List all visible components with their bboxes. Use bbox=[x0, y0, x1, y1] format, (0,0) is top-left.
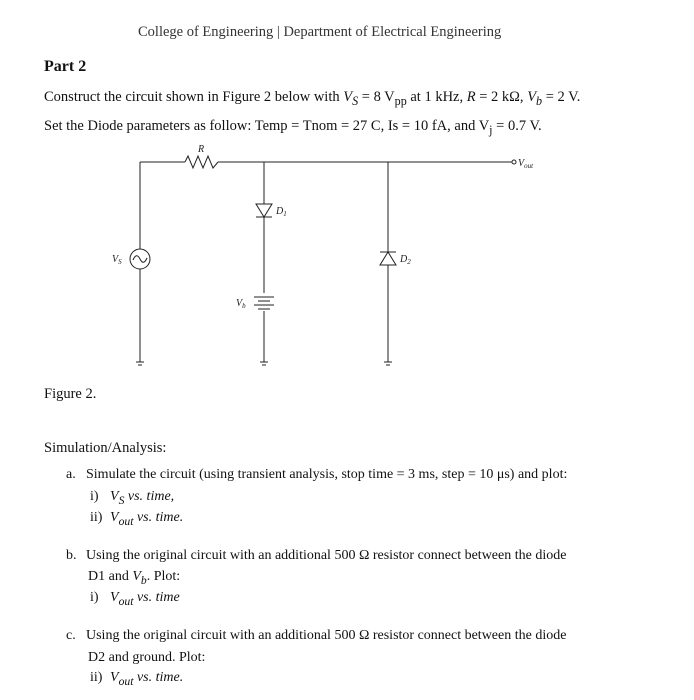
vs-label-v: V bbox=[112, 254, 119, 265]
vout-symbol: V bbox=[110, 510, 119, 525]
page-header: College of Engineering | Department of Electrical Engineering bbox=[138, 24, 502, 40]
d1-label-d: D bbox=[276, 206, 284, 217]
sub-item-text: vs. time. bbox=[133, 670, 184, 685]
intro-text: = 8 V bbox=[358, 89, 395, 105]
r-symbol: R bbox=[466, 89, 476, 105]
item-text: . Plot: bbox=[146, 569, 181, 584]
intro-text: Construct the circuit shown in Figure 2 below with bbox=[44, 89, 344, 105]
vs-subscript: S bbox=[118, 493, 125, 507]
vb-label-v: V bbox=[236, 298, 243, 309]
sub-item-text: vs. time, bbox=[124, 489, 175, 504]
item-c-line-2: D2 and ground. Plot: bbox=[88, 650, 206, 665]
item-letter: a. bbox=[66, 467, 76, 482]
intro-text: = 0.7 V. bbox=[492, 118, 542, 134]
sub-item-number: i) bbox=[90, 489, 99, 504]
vout-label-sub: out bbox=[524, 162, 534, 170]
d1-label bbox=[275, 206, 287, 218]
intro-text: = 2 V. bbox=[542, 89, 581, 105]
item-text: Simulate the circuit (using transient analysis, stop time = 3 ms, step = 10 μs) and plot: bbox=[86, 467, 568, 482]
item-text: D1 and bbox=[88, 569, 133, 584]
intro-text: = 2 kΩ, bbox=[475, 89, 528, 105]
vout-label-v: V bbox=[518, 158, 525, 169]
item-letter: b. bbox=[66, 548, 77, 563]
vb-subscript: b bbox=[140, 573, 147, 587]
d1-label-sub: 1 bbox=[283, 210, 287, 218]
intro-text: Set the Diode parameters as follow: Temp = Tnom = 27 C, Is = 10 fA, and V bbox=[44, 118, 490, 134]
vout-label bbox=[518, 158, 534, 170]
vout-subscript: out bbox=[118, 674, 134, 688]
vs-symbol: V bbox=[110, 489, 119, 504]
vout-subscript: out bbox=[118, 514, 134, 528]
vout-symbol: V bbox=[110, 670, 119, 685]
item-a-ii bbox=[90, 510, 183, 528]
vs-label-sub: S bbox=[118, 258, 122, 266]
pp-subscript: pp bbox=[394, 93, 407, 108]
item-b-line-2 bbox=[88, 569, 180, 587]
d2-label bbox=[399, 254, 411, 266]
diode-d2-icon bbox=[380, 252, 396, 265]
part-title: Part 2 bbox=[44, 58, 87, 75]
vb-label bbox=[236, 298, 246, 310]
sub-item-number: i) bbox=[90, 590, 99, 605]
sub-item-number: ii) bbox=[90, 670, 103, 685]
item-c bbox=[66, 628, 566, 644]
vb-symbol: V bbox=[527, 89, 537, 105]
d2-label-d: D bbox=[400, 254, 408, 265]
item-text: Using the original circuit with an additional 500 Ω resistor connect between the diode bbox=[86, 548, 567, 563]
item-letter: c. bbox=[66, 628, 76, 643]
item-a bbox=[66, 467, 567, 483]
vout-subscript: out bbox=[118, 594, 134, 608]
d2-label-sub: 2 bbox=[407, 258, 411, 266]
item-a-i bbox=[90, 489, 174, 507]
item-text: Using the original circuit with an additional 500 Ω resistor connect between the diode bbox=[86, 628, 567, 643]
vs-label bbox=[112, 254, 122, 266]
simulation-title: Simulation/Analysis: bbox=[44, 440, 167, 456]
figure-caption: Figure 2. bbox=[44, 386, 97, 402]
diode-d1-icon bbox=[256, 204, 272, 217]
sub-item-text: vs. time. bbox=[133, 510, 184, 525]
vs-subscript: S bbox=[352, 93, 359, 108]
sine-icon bbox=[133, 256, 147, 263]
sub-item-number: ii) bbox=[90, 510, 103, 525]
sub-item-text: vs. time bbox=[133, 590, 180, 605]
item-c-ii bbox=[90, 670, 183, 688]
vout-terminal bbox=[512, 160, 516, 164]
resistor-label: R bbox=[198, 144, 205, 155]
vj-subscript: j bbox=[489, 122, 493, 137]
resistor bbox=[185, 156, 218, 168]
vout-symbol: V bbox=[110, 590, 119, 605]
item-b bbox=[66, 548, 566, 564]
vb-symbol: V bbox=[132, 569, 141, 584]
vs-symbol: V bbox=[343, 89, 353, 105]
vb-subscript: b bbox=[536, 93, 543, 108]
vb-label-sub: b bbox=[242, 302, 246, 310]
item-b-i bbox=[90, 590, 180, 608]
intro-text: at 1 kHz, bbox=[406, 89, 467, 105]
